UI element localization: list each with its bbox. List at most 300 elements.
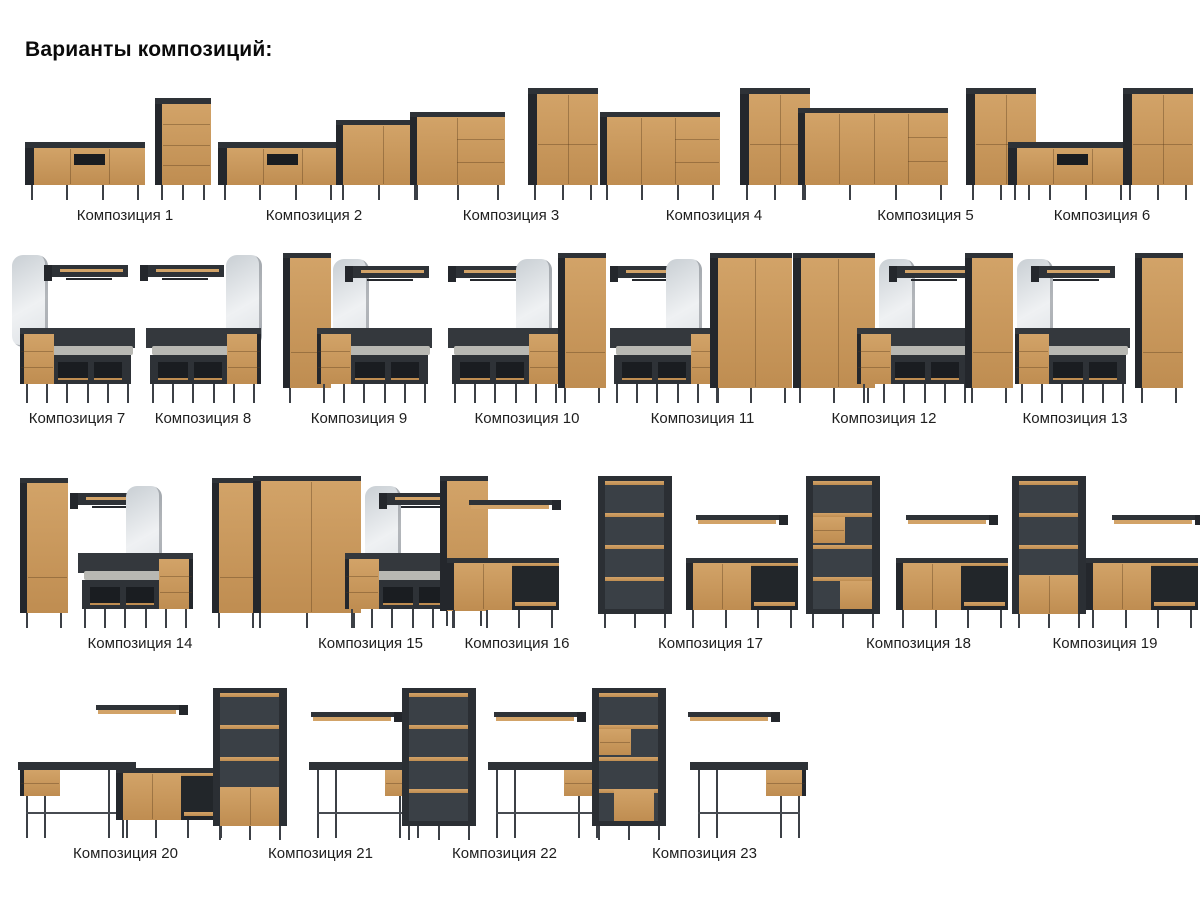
furniture-part bbox=[383, 603, 413, 605]
furniture-leg bbox=[468, 826, 470, 840]
furniture-part bbox=[318, 351, 350, 352]
furniture-leg bbox=[1185, 185, 1187, 200]
furniture-part bbox=[658, 378, 686, 380]
furniture-leg bbox=[404, 384, 406, 403]
furniture-part bbox=[383, 126, 384, 184]
furniture-part bbox=[123, 773, 181, 820]
furniture-part bbox=[716, 770, 718, 838]
furniture-part bbox=[1129, 185, 1187, 200]
composition-22-illustration bbox=[402, 688, 607, 838]
furniture-leg bbox=[971, 388, 973, 403]
furniture-part bbox=[908, 137, 947, 138]
furniture-part bbox=[1092, 149, 1093, 184]
bench-cushion bbox=[84, 571, 161, 580]
furniture-part bbox=[90, 587, 120, 605]
furniture-part bbox=[212, 483, 219, 613]
furniture-leg bbox=[634, 614, 636, 628]
bench-drawer-unit bbox=[857, 334, 891, 384]
furniture-part bbox=[908, 161, 947, 162]
furniture-leg bbox=[152, 384, 154, 403]
furniture-part bbox=[605, 481, 664, 485]
composition-23-illustration bbox=[592, 688, 817, 838]
tv-stand bbox=[218, 142, 338, 200]
furniture-part bbox=[84, 609, 187, 628]
furniture-part bbox=[163, 124, 210, 125]
furniture-leg bbox=[1021, 384, 1023, 403]
furniture-part bbox=[1093, 563, 1151, 610]
furniture-leg bbox=[895, 185, 897, 200]
furniture-part bbox=[1163, 95, 1164, 184]
composition-label: Композиция 12 bbox=[831, 410, 937, 427]
hanging-rail bbox=[911, 279, 957, 281]
hanging-rail bbox=[367, 279, 413, 281]
furniture-leg bbox=[165, 609, 167, 628]
coat-rack bbox=[140, 265, 224, 283]
composition-card-14 bbox=[20, 468, 260, 652]
furniture-part bbox=[798, 796, 800, 838]
furniture-part bbox=[622, 378, 652, 380]
composition-20-illustration bbox=[18, 688, 233, 838]
composition-label: Композиция 14 bbox=[87, 635, 193, 652]
furniture-part bbox=[1019, 481, 1078, 485]
furniture-part bbox=[1045, 355, 1126, 384]
tall-cabinet bbox=[528, 88, 598, 200]
furniture-part bbox=[1019, 545, 1078, 549]
furniture-part bbox=[793, 258, 801, 388]
coat-rack bbox=[345, 266, 429, 284]
furniture-leg bbox=[26, 384, 28, 403]
furniture-part bbox=[26, 796, 28, 838]
bookcase-with-inserts-2 bbox=[592, 688, 666, 840]
furniture-part bbox=[391, 362, 419, 380]
furniture-part bbox=[932, 564, 933, 609]
furniture-part bbox=[767, 783, 805, 784]
furniture-leg bbox=[1018, 614, 1020, 628]
furniture-part bbox=[896, 563, 903, 610]
bookcase-with-doors bbox=[1012, 476, 1086, 628]
furniture-leg bbox=[66, 185, 68, 200]
furniture-part bbox=[690, 717, 768, 721]
composition-card-3 bbox=[410, 85, 612, 224]
furniture-leg bbox=[124, 609, 126, 628]
furniture-part bbox=[21, 367, 53, 368]
furniture-leg bbox=[192, 384, 194, 403]
furniture-part bbox=[44, 796, 46, 838]
furniture-part bbox=[471, 505, 549, 509]
furniture-leg bbox=[253, 384, 255, 403]
furniture-leg bbox=[664, 614, 666, 628]
furniture-leg bbox=[1175, 388, 1177, 403]
composition-label: Композиция 8 bbox=[154, 410, 252, 427]
furniture-part bbox=[512, 563, 559, 566]
furniture-part bbox=[698, 812, 800, 814]
furniture-part bbox=[1047, 270, 1110, 273]
tall-cabinet bbox=[1123, 88, 1193, 200]
furniture-leg bbox=[122, 820, 124, 838]
furniture-leg bbox=[26, 613, 28, 628]
furniture-leg bbox=[391, 609, 393, 628]
furniture-part bbox=[457, 162, 504, 163]
furniture-part bbox=[342, 185, 416, 200]
furniture-part bbox=[606, 185, 714, 200]
furniture-part bbox=[483, 564, 484, 609]
furniture-part bbox=[379, 493, 387, 509]
composition-19-illustration bbox=[1012, 468, 1198, 628]
furniture-leg bbox=[416, 185, 418, 200]
wardrobe-narrow bbox=[558, 253, 606, 403]
furniture-part bbox=[383, 587, 413, 605]
furniture-leg bbox=[203, 185, 205, 200]
furniture-part bbox=[600, 117, 607, 185]
furniture-part bbox=[194, 378, 222, 380]
furniture-part bbox=[122, 820, 222, 838]
bench-cushion bbox=[345, 346, 430, 355]
composition-card-7 bbox=[12, 253, 142, 427]
furniture-part bbox=[82, 580, 159, 609]
furniture-part bbox=[417, 117, 505, 185]
furniture-part bbox=[965, 258, 972, 388]
furniture-part bbox=[94, 378, 122, 380]
furniture-part bbox=[614, 355, 691, 384]
furniture-part bbox=[1141, 388, 1177, 403]
furniture-part bbox=[361, 270, 424, 273]
furniture-part bbox=[108, 770, 110, 838]
composition-card-9 bbox=[283, 253, 435, 427]
furniture-part bbox=[447, 563, 454, 610]
furniture-leg bbox=[84, 609, 86, 628]
composition-card-13 bbox=[965, 253, 1185, 427]
furniture-leg bbox=[1041, 384, 1043, 403]
wall-shelf bbox=[469, 498, 561, 512]
furniture-leg bbox=[1122, 384, 1124, 403]
composition-label: Композиция 6 bbox=[1053, 207, 1151, 224]
composition-card-16 bbox=[447, 468, 587, 652]
furniture-part bbox=[1021, 384, 1124, 403]
furniture-part bbox=[336, 125, 343, 185]
furniture-leg bbox=[182, 185, 184, 200]
furniture-part bbox=[220, 693, 279, 697]
furniture-part bbox=[26, 812, 128, 814]
furniture-part bbox=[1016, 351, 1048, 352]
furniture-part bbox=[448, 266, 456, 282]
furniture-part bbox=[1092, 610, 1192, 628]
furniture-leg bbox=[432, 609, 434, 628]
furniture-leg bbox=[1000, 610, 1002, 628]
furniture-part bbox=[34, 148, 145, 185]
composition-label: Композиция 4 bbox=[665, 207, 763, 224]
furniture-part bbox=[126, 587, 154, 605]
furniture-leg bbox=[371, 609, 373, 628]
furniture-part bbox=[931, 362, 959, 380]
furniture-part bbox=[710, 258, 718, 388]
sideboard-with-niche bbox=[1086, 558, 1198, 628]
furniture-part bbox=[718, 258, 792, 388]
furniture-leg bbox=[330, 185, 332, 200]
composition-1-illustration bbox=[25, 85, 225, 200]
furniture-leg bbox=[944, 384, 946, 403]
furniture-part bbox=[179, 705, 188, 715]
bench-drawer-unit bbox=[1015, 334, 1049, 384]
furniture-leg bbox=[555, 384, 557, 403]
furniture-part bbox=[416, 185, 499, 200]
furniture-part bbox=[1114, 520, 1192, 524]
bench-drawer-unit bbox=[227, 334, 261, 384]
composition-card-2 bbox=[218, 85, 410, 224]
furniture-leg bbox=[279, 826, 281, 840]
furniture-part bbox=[345, 559, 349, 609]
furniture-leg bbox=[784, 388, 786, 403]
composition-18-illustration bbox=[806, 468, 1031, 628]
composition-label: Композиция 1 bbox=[76, 207, 174, 224]
furniture-leg bbox=[902, 610, 904, 628]
furniture-part bbox=[27, 483, 68, 613]
wardrobe-2-doors bbox=[710, 253, 792, 403]
furniture-part bbox=[515, 602, 556, 606]
composition-4-illustration bbox=[600, 85, 828, 200]
furniture-part bbox=[335, 770, 337, 838]
furniture-part bbox=[152, 774, 153, 819]
furniture-part bbox=[399, 796, 401, 838]
hall-bench-drawers-right bbox=[610, 328, 725, 403]
furniture-leg bbox=[87, 384, 89, 403]
bench-drawer-unit bbox=[317, 334, 351, 384]
furniture-part bbox=[814, 530, 844, 531]
furniture-part bbox=[31, 185, 139, 200]
furniture-part bbox=[528, 94, 537, 185]
furniture-part bbox=[693, 563, 751, 610]
furniture-part bbox=[780, 95, 781, 184]
furniture-part bbox=[908, 520, 986, 524]
furniture-part bbox=[874, 114, 875, 184]
furniture-leg bbox=[378, 185, 380, 200]
furniture-part bbox=[220, 787, 279, 826]
coat-rack bbox=[44, 265, 128, 283]
furniture-part bbox=[641, 118, 642, 184]
desk-drawer-unit bbox=[20, 770, 60, 796]
furniture-leg bbox=[1085, 185, 1087, 200]
chest-of-drawers bbox=[155, 98, 211, 200]
furniture-part bbox=[514, 770, 516, 838]
furniture-leg bbox=[746, 185, 748, 200]
furniture-part bbox=[605, 545, 664, 549]
furniture-part bbox=[317, 334, 321, 384]
composition-13-illustration bbox=[965, 253, 1185, 403]
furniture-leg bbox=[1014, 185, 1016, 200]
composition-card-6 bbox=[1008, 85, 1196, 224]
furniture-leg bbox=[295, 185, 297, 200]
furniture-part bbox=[578, 796, 580, 838]
furniture-leg bbox=[774, 185, 776, 200]
furniture-leg bbox=[564, 388, 566, 403]
furniture-part bbox=[863, 384, 966, 403]
furniture-leg bbox=[161, 185, 163, 200]
furniture-leg bbox=[535, 384, 537, 403]
furniture-part bbox=[228, 351, 260, 352]
furniture-part bbox=[1089, 378, 1117, 380]
furniture-part bbox=[1017, 148, 1128, 185]
hanging-rail bbox=[1053, 279, 1099, 281]
furniture-leg bbox=[697, 384, 699, 403]
furniture-part bbox=[905, 270, 968, 273]
furniture-leg bbox=[1120, 185, 1122, 200]
furniture-part bbox=[194, 362, 222, 380]
furniture-part bbox=[813, 517, 845, 543]
furniture-part bbox=[858, 351, 890, 352]
furniture-leg bbox=[863, 384, 865, 403]
hall-bench-drawers-left bbox=[20, 328, 135, 403]
furniture-part bbox=[1053, 149, 1054, 184]
furniture-part bbox=[409, 757, 468, 761]
hall-bench-drawers-right bbox=[146, 328, 261, 403]
bench-cushion bbox=[152, 346, 229, 355]
furniture-leg bbox=[323, 384, 325, 403]
furniture-part bbox=[1019, 513, 1078, 517]
composition-label: Композиция 11 bbox=[650, 410, 755, 427]
sideboard-with-niche bbox=[116, 768, 228, 838]
furniture-leg bbox=[408, 826, 410, 840]
furniture-part bbox=[895, 378, 925, 380]
furniture-part bbox=[158, 362, 188, 380]
furniture-part bbox=[283, 258, 290, 388]
bench-drawer-unit bbox=[159, 559, 193, 609]
furniture-part bbox=[150, 355, 227, 384]
furniture-part bbox=[1006, 95, 1007, 184]
furniture-part bbox=[453, 610, 553, 628]
composition-label: Композиция 21 bbox=[268, 845, 373, 862]
composition-label: Композиция 3 bbox=[462, 207, 560, 224]
furniture-leg bbox=[343, 384, 345, 403]
coat-rack bbox=[889, 266, 973, 284]
furniture-part bbox=[94, 362, 122, 380]
furniture-part bbox=[1031, 266, 1039, 282]
furniture-part bbox=[26, 384, 129, 403]
furniture-part bbox=[1015, 334, 1019, 384]
sideboard-door-3-drawers bbox=[410, 112, 505, 200]
furniture-part bbox=[496, 770, 498, 838]
hall-bench-drawers-left bbox=[1015, 328, 1130, 403]
open-niche bbox=[751, 563, 798, 610]
furniture-leg bbox=[804, 185, 806, 200]
furniture-leg bbox=[259, 613, 261, 628]
furniture-leg bbox=[636, 384, 638, 403]
furniture-leg bbox=[213, 384, 215, 403]
furniture-part bbox=[152, 384, 255, 403]
furniture-leg bbox=[534, 185, 536, 200]
wardrobe-narrow bbox=[1135, 253, 1183, 403]
furniture-part bbox=[1008, 148, 1017, 185]
composition-label: Композиция 19 bbox=[1052, 635, 1158, 652]
furniture-part bbox=[599, 729, 631, 755]
furniture-part bbox=[740, 94, 749, 185]
furniture-leg bbox=[677, 185, 679, 200]
furniture-leg bbox=[1049, 185, 1051, 200]
furniture-leg bbox=[259, 185, 261, 200]
furniture-part bbox=[577, 712, 586, 722]
composition-card-19 bbox=[1012, 468, 1198, 652]
furniture-leg bbox=[1092, 610, 1094, 628]
furniture-part bbox=[754, 602, 795, 606]
furniture-part bbox=[698, 770, 700, 838]
furniture-part bbox=[804, 185, 942, 200]
furniture-leg bbox=[1102, 384, 1104, 403]
furniture-leg bbox=[187, 820, 189, 838]
composition-card-21 bbox=[213, 688, 428, 862]
furniture-part bbox=[409, 693, 468, 697]
hanging-rail bbox=[162, 278, 208, 280]
furniture-part bbox=[454, 563, 512, 610]
furniture-part bbox=[253, 481, 261, 613]
furniture-part bbox=[755, 259, 756, 387]
furniture-leg bbox=[1157, 610, 1159, 628]
furniture-leg bbox=[606, 185, 608, 200]
furniture-part bbox=[989, 515, 998, 525]
furniture-part bbox=[658, 362, 686, 380]
sideboard-with-niche bbox=[447, 558, 559, 628]
furniture-leg bbox=[1005, 388, 1007, 403]
furniture-part bbox=[1016, 367, 1048, 368]
furniture-leg bbox=[757, 610, 759, 628]
bookcase-with-inserts bbox=[806, 476, 880, 628]
furniture-part bbox=[257, 334, 261, 384]
composition-3-illustration bbox=[410, 85, 612, 200]
furniture-leg bbox=[1000, 185, 1002, 200]
composition-card-10 bbox=[448, 253, 606, 427]
furniture-leg bbox=[46, 384, 48, 403]
furniture-leg bbox=[145, 609, 147, 628]
furniture-leg bbox=[883, 384, 885, 403]
furniture-leg bbox=[155, 820, 157, 838]
furniture-part bbox=[126, 603, 154, 605]
furniture-part bbox=[1154, 602, 1195, 606]
tv-stand bbox=[1008, 142, 1128, 200]
furniture-part bbox=[50, 355, 131, 384]
page-title: Варианты композиций: bbox=[25, 38, 273, 61]
composition-7-illustration bbox=[12, 253, 142, 403]
furniture-leg bbox=[842, 614, 844, 628]
furniture-leg bbox=[1082, 384, 1084, 403]
furniture-part bbox=[220, 725, 279, 729]
furniture-part bbox=[311, 482, 312, 612]
bench-cushion bbox=[454, 346, 531, 355]
furniture-part bbox=[410, 117, 417, 185]
furniture-leg bbox=[716, 388, 718, 403]
furniture-leg bbox=[833, 388, 835, 403]
furniture-part bbox=[902, 610, 1002, 628]
furniture-part bbox=[218, 148, 227, 185]
composition-11-illustration bbox=[610, 253, 795, 403]
furniture-leg bbox=[967, 610, 969, 628]
furniture-part bbox=[496, 378, 524, 380]
furniture-part bbox=[70, 493, 78, 509]
furniture-part bbox=[599, 693, 658, 697]
furniture-part bbox=[805, 113, 948, 185]
furniture-part bbox=[746, 185, 804, 200]
furniture-leg bbox=[750, 388, 752, 403]
furniture-part bbox=[220, 757, 279, 761]
furniture-part bbox=[109, 149, 110, 184]
furniture-leg bbox=[104, 609, 106, 628]
furniture-part bbox=[780, 796, 782, 838]
furniture-leg bbox=[551, 610, 553, 628]
composition-9-illustration bbox=[283, 253, 435, 403]
furniture-leg bbox=[656, 384, 658, 403]
open-niche bbox=[512, 563, 559, 610]
composition-label: Композиция 13 bbox=[1022, 410, 1128, 427]
composition-6-illustration bbox=[1008, 85, 1196, 200]
bench-cushion bbox=[48, 346, 133, 355]
bookcase-with-doors bbox=[213, 688, 287, 840]
furniture-part bbox=[346, 576, 378, 577]
